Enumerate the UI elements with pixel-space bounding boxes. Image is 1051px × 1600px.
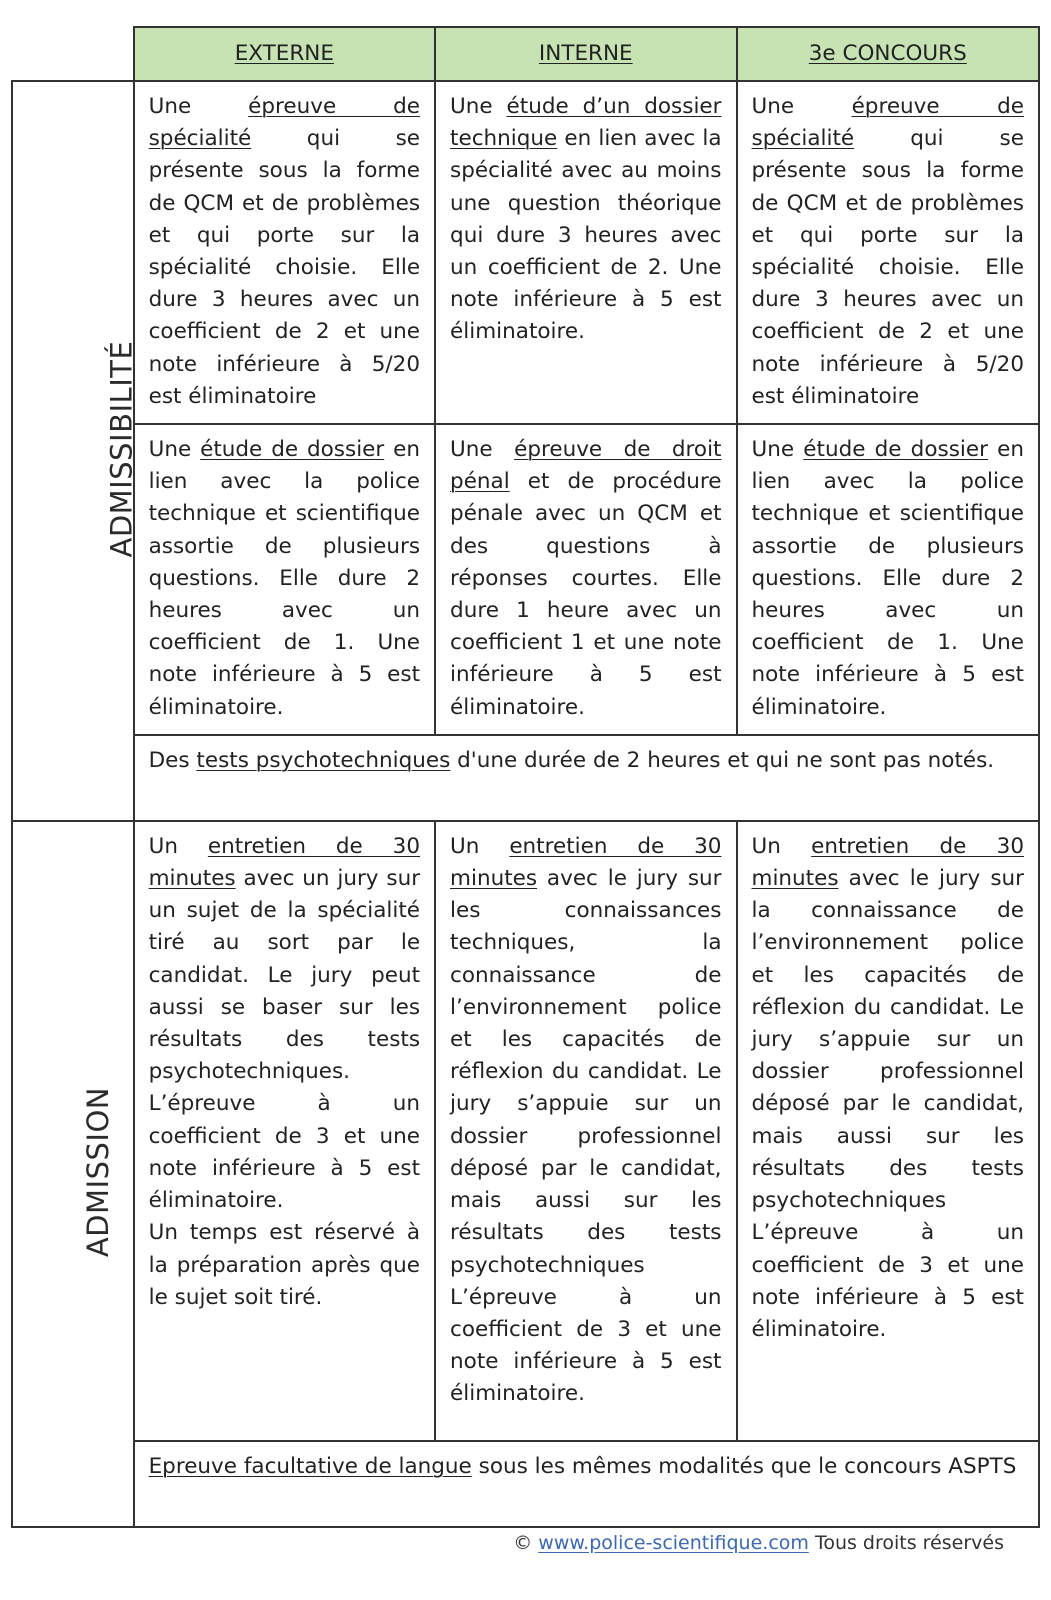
corner-cell bbox=[12, 27, 134, 81]
rights-text: Tous droits réservés bbox=[814, 1532, 1004, 1554]
header-row bbox=[12, 27, 1039, 81]
concours-table bbox=[11, 26, 1040, 1528]
cell-3e-entretien: Un entretien de 30 minutes avec le jury sur la connaissance de l’environnement police et les capacités de réflexion du candidat. Le jury s’appuie sur un dossier professionnel déposé par le candidat, mais aussi sur les résultats des tests psychotechniques L’épreuve à un coefficient de 3 et une note inférieure à 5 est éliminatoire. bbox=[737, 821, 1040, 1441]
cell-externe-specialite: Une épreuve de spécialité qui se présente sous la forme de QCM et de problèmes et qui porte sur la spécialité choisie. Elle dure 3 heures avec un coefficient de 2 et une note inférieure à 5/20 est éliminatoire bbox=[134, 81, 435, 424]
row-admissibilite-1 bbox=[12, 81, 1039, 424]
cell-interne-dossier-technique: Une étude d’un dossier technique en lien avec la spécialité avec au moins une question théorique qui dure 3 heures avec un coefficient de 2. Une note inférieure à 5 est éliminatoire. bbox=[435, 81, 736, 424]
section-label-admission: ADMISSION bbox=[80, 1086, 115, 1257]
cell-interne-entretien: Un entretien de 30 minutes avec le jury sur les connaissances techniques, la connaissance de l’environnement police et les capacités de réflexion du candidat. Le jury s’appuie sur un dossier professionnel déposé par le candidat, mais aussi sur les résultats des tests psychotechniques L’épreuve à un coefficient de 3 et une note inférieure à 5 est éliminatoire. bbox=[435, 821, 736, 1441]
section-label-admissibilite: ADMISSIBILITÉ bbox=[104, 340, 139, 558]
copyright-symbol: © bbox=[513, 1532, 533, 1554]
cell-epreuve-langue: Epreuve facultative de langue sous les mêmes modalités que le concours ASPTS bbox=[134, 1441, 1039, 1527]
row-admission-1 bbox=[12, 821, 1039, 1441]
section-admissibilite bbox=[12, 81, 139, 821]
row-admissibilite-2 bbox=[12, 424, 1039, 735]
cell-3e-etude-dossier: Une étude de dossier en lien avec la police technique et scientifique assortie de plusieurs questions. Elle dure 2 heures avec un coefficient de 1. Une note inférieure à 5 est éliminatoire. bbox=[737, 424, 1040, 735]
footer-copyright bbox=[513, 1532, 1004, 1554]
header-interne: INTERNE bbox=[435, 27, 736, 81]
cell-tests-psychotechniques: Des tests psychotechniques d'une durée de 2 heures et qui ne sont pas notés. bbox=[134, 735, 1039, 821]
header-3e-concours: 3e CONCOURS bbox=[737, 27, 1040, 81]
row-admission-2 bbox=[12, 1441, 1039, 1527]
cell-3e-specialite: Une épreuve de spécialité qui se présente sous la forme de QCM et de problèmes et qui porte sur la spécialité choisie. Elle dure 3 heures avec un coefficient de 2 et une note inférieure à 5/20 est éliminatoire bbox=[737, 81, 1040, 424]
cell-externe-etude-dossier: Une étude de dossier en lien avec la police technique et scientifique assortie de plusieurs questions. Elle dure 2 heures avec un coefficient de 1. Une note inférieure à 5 est éliminatoire. bbox=[134, 424, 435, 735]
header-externe: EXTERNE bbox=[134, 27, 435, 81]
cell-externe-entretien: Un entretien de 30 minutes avec un jury sur un sujet de la spécialité tiré au sort par le candidat. Le jury peut aussi se baser sur les résultats des tests psychotechniques. L’épreuve à un coefficient de 3 et une note inférieure à 5 est éliminatoire. Un temps est réservé à la préparation après que le sujet soit tiré. bbox=[134, 821, 435, 1441]
cell-interne-droit-penal: Une épreuve de droit pénal et de procédure pénale avec un QCM et des questions à réponses courtes. Elle dure 1 heure avec un coefficient 1 et une note inférieure à 5 est éliminatoire. bbox=[435, 424, 736, 735]
website-link[interactable]: www.police-scientifique.com bbox=[538, 1532, 809, 1554]
row-admissibilite-3 bbox=[12, 735, 1039, 821]
section-admission bbox=[12, 821, 134, 1527]
